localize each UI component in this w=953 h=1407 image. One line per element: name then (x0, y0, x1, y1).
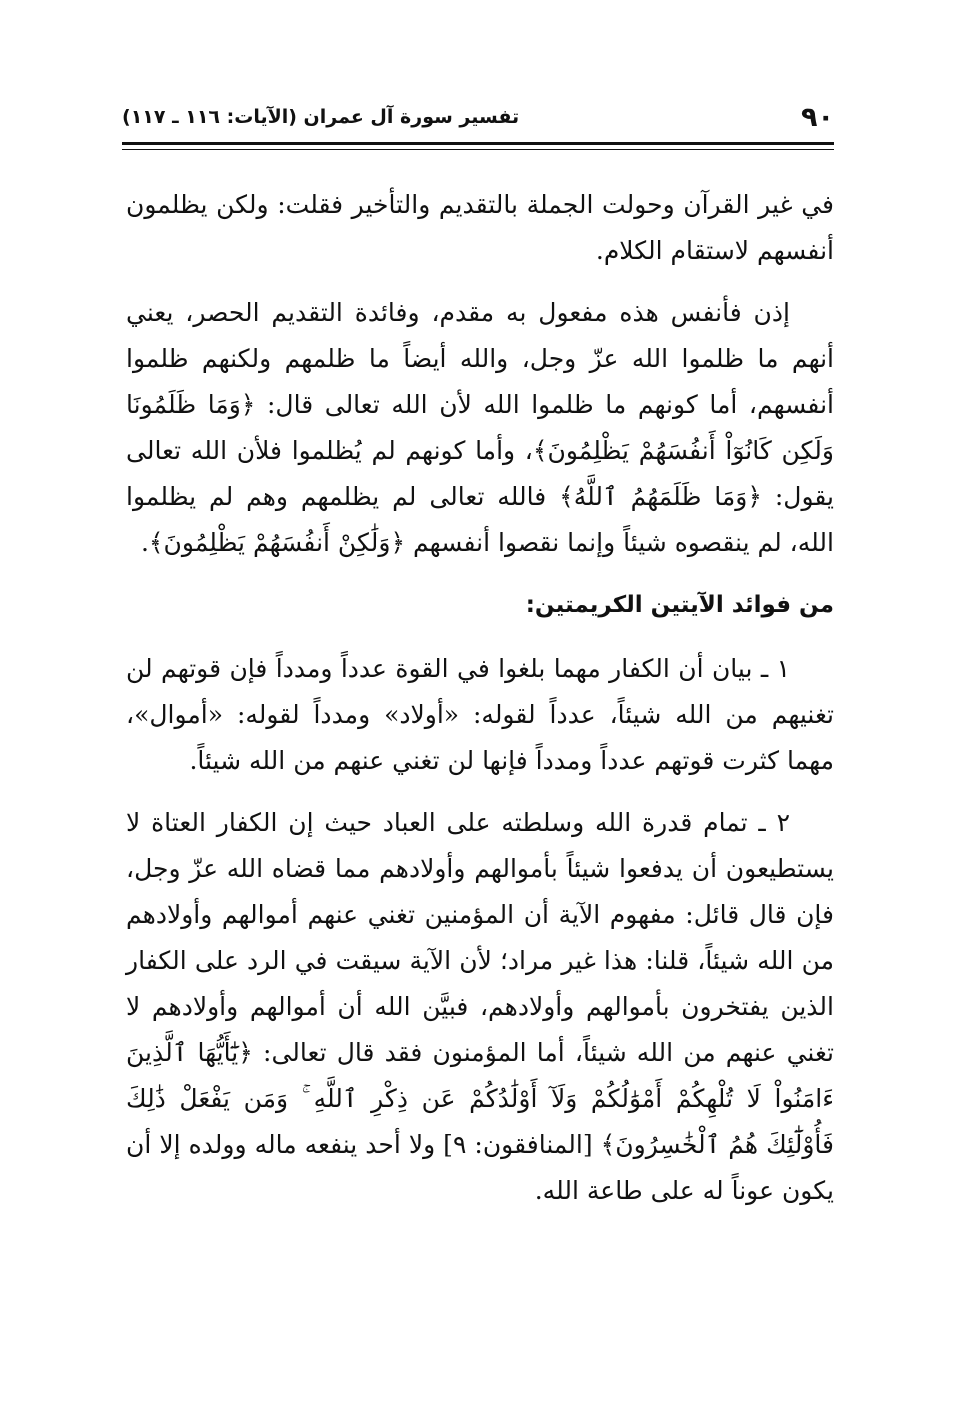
paragraph-benefit-1: ١ ـ بيان أن الكفار مهما بلغوا في القوة عدداً ومدداً فإن قوتهم لن تغنيهم من الله شيئاً، عدداً لقوله: «أولاد» ومدداً لقوله: «أموال»، مهما كثرت قوتهم عدداً ومدداً فإنها لن تغني عنهم من الله شيئاً. (126, 654, 834, 775)
header-rule-thin (122, 149, 834, 150)
paragraph-continuation: في غير القرآن وحولت الجملة بالتقديم والتأخير فقلت: ولكن يظلمون أنفسهم لاستقام الكلام. (126, 190, 834, 265)
page-header (122, 96, 834, 152)
running-title: تفسير سورة آل عمران (الآيات: ١١٦ ـ ١١٧) (122, 106, 520, 128)
paragraph-benefit-2: ٢ ـ تمام قدرة الله وسلطته على العباد حيث إن الكفار العتاة لا يستطيعون أن يدفعوا شيئاً بأموالهم وأولادهم مما قضاه الله عزّ وجل، فإن قال قائل: مفهوم الآية أن المؤمنين تغني عنهم أموالهم وأولادهم من الله شيئاً، قلنا: هذا غير مراد؛ لأن الآية سيقت في الرد على الكفار الذين يفتخرون بأموالهم وأولادهم، فبيَّن الله أن أموالهم وأولادهم لا تغني عنهم من الله شيئاً، أما المؤمنون فقد قال تعالى: ﴿يَٰٓأَيُّهَا ٱلَّذِينَ ءَامَنُواْ لَا تُلْهِكُمْ أَمْوَٰلُكُمْ وَلَآ أَوْلَٰدُكُمْ عَن ذِكْرِ ٱللَّهِ ۚ وَمَن يَفْعَلْ ذَٰلِكَ فَأُوْلَٰٓئِكَ هُمُ ٱلْخَٰسِرُونَ﴾ [المنافقون: ٩] ولا أحد ينفعه ماله وولده إلا أن يكون عوناً له على طاعة الله. (126, 808, 834, 1205)
section-heading: من فوائد الآيتين الكريمتين: (525, 592, 834, 618)
page-number: ٩٠ (801, 102, 834, 133)
header-rule-thick (122, 142, 834, 145)
page-body (126, 182, 834, 1230)
paragraph-explanation: إذن فأنفس هذه مفعول به مقدم، وفائدة التقديم الحصر، يعني أنهم ما ظلموا الله عزّ وجل، والله أيضاً ما ظلمهم ولكنهم ظلموا أنفسهم، أما كونهم ما ظلموا الله لأن الله تعالى قال: ﴿وَمَا ظَلَمُونَا وَلَكِن كَانُوٓاْ أَنفُسَهُمْ يَظْلِمُونَ﴾، وأما كونهم لم يُظلموا فلأن الله تعالى يقول: ﴿وَمَا ظَلَمَهُمُ ٱللَّهُ﴾ فالله تعالى لم يظلمهم وهم لم يظلموا الله، لم ينقصوه شيئاً وإنما نقصوا أنفسهم ﴿وَلَٰكِنْ أَنفُسَهُمْ يَظْلِمُونَ﴾. (126, 298, 834, 557)
